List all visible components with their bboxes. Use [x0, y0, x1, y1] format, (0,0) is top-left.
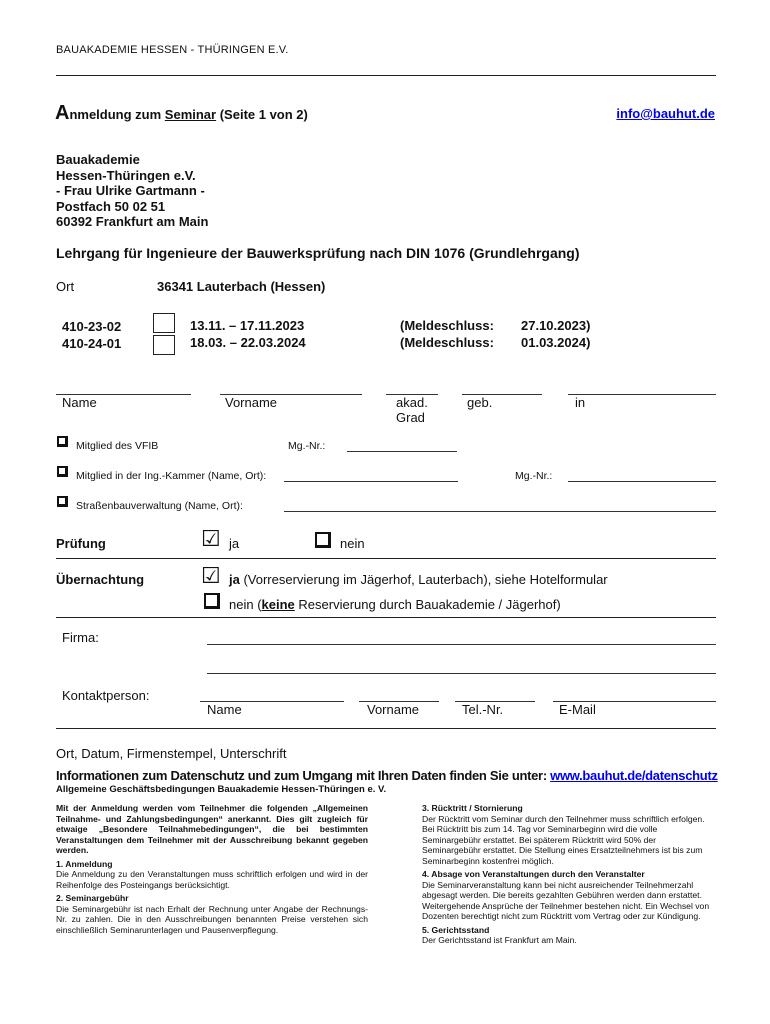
location-value: 36341 Lauterbach (Hessen)	[157, 279, 326, 294]
firma-label: Firma:	[62, 630, 99, 645]
company-divider	[56, 728, 716, 729]
mgnr-label-2: Mg.-Nr.:	[515, 470, 553, 482]
contact-name-label: Name	[207, 702, 242, 717]
terms-t1: Die Anmeldung zu den Veranstaltungen muss schriftlich erfolgen und wird in der Reihenfolge des Posteingangs berücksichtigt.	[56, 869, 368, 890]
terms-t5: Der Gerichtsstand ist Frankfurt am Main.	[422, 935, 577, 945]
course-title: Lehrgang für Ingenieure der Bauwerksprüfung nach DIN 1076 (Grundlehrgang)	[56, 245, 580, 261]
uebernachtung-label: Übernachtung	[56, 572, 145, 587]
terms-h4: 4. Absage von Veranstaltungen durch den Veranstalter	[422, 869, 645, 879]
uebernachtung-yes-label: ja (Vorreservierung im Jägerhof, Lauterbach), siehe Hotelformular	[229, 572, 608, 587]
terms-left-column	[56, 803, 368, 938]
pruefung-divider	[56, 558, 716, 559]
deadline-2: 01.03.2024)	[521, 335, 591, 350]
location-label: Ort	[56, 279, 75, 294]
signature-label: Ort, Datum, Firmenstempel, Unterschrift	[56, 746, 287, 761]
privacy-note: Informationen zum Datenschutz und zum Umgang mit Ihren Daten finden Sie unter: www.bauhut.de/datenschutz	[56, 768, 718, 783]
terms-h2: 2. Seminargebühr	[56, 893, 129, 903]
uebernachtung-no-label: nein (keine Reservierung durch Bauakademie / Jägerhof)	[229, 597, 561, 612]
geb-label: geb.	[467, 395, 493, 410]
mgnr-label-1: Mg.-Nr.:	[288, 440, 326, 452]
terms-t3: Der Rücktritt vom Seminar durch den Teilnehmer muss schriftlich erfolgen. Bei Rücktritt bis zum 14. Tag vor Seminarbeginn wird die volle Seminargebühr erstattet. Bei späterem Rücktritt wird 50% der Seminargebühr erstattet. Die Stellung eines Ersatzteilnehmers ist bis zum Seminarbeginn kostenfrei möglich.	[422, 813, 705, 866]
date-code-2: 410-24-01	[62, 336, 122, 351]
uebernachtung-yes-checkbox[interactable]: ☑	[201, 563, 221, 588]
page-title: Anmeldung zum Seminar (Seite 1 von 2)	[55, 102, 308, 124]
terms-h1: 1. Anmeldung	[56, 858, 113, 869]
firma-line-1[interactable]	[207, 644, 716, 645]
deadline-label-2: (Meldeschluss:	[400, 335, 494, 350]
date-code-1: 410-23-02	[62, 319, 122, 334]
strassen-line[interactable]	[284, 511, 716, 512]
vfib-label: Mitglied des VFIB	[76, 440, 159, 452]
agb-title: Allgemeine Geschäftsbedingungen Bauakademie Hessen-Thüringen e. V.	[56, 784, 387, 795]
kontakt-label: Kontaktperson:	[62, 688, 150, 703]
terms-h5: 5. Gerichtsstand	[422, 924, 490, 935]
in-label: in	[575, 395, 586, 410]
strassen-label: Straßenbauverwaltung (Name, Ort):	[76, 500, 243, 512]
contact-vorname-label: Vorname	[367, 702, 420, 717]
pruefung-no-label: nein	[340, 536, 365, 551]
terms-right-column	[422, 803, 716, 949]
deadline-1: 27.10.2023)	[521, 318, 591, 333]
mgnr-line-1[interactable]	[347, 451, 457, 452]
kammer-label: Mitglied in der Ing.-Kammer (Name, Ort):	[76, 470, 267, 482]
contact-email-label: E-Mail	[559, 702, 596, 717]
vfib-checkbox[interactable]	[57, 436, 68, 447]
terms-intro: Mit der Anmeldung werden vom Teilnehmer die folgenden „Allgemeinen Teilnahme- und Zahlungsbedingungen“ anerkannt. Dies gilt zugleich für etwaige „Besondere Teilnahmebedingungen“, die bei bestimmten Veranstaltungen dem Teilnehmer mit der Ausschreibung bekannt gegeben werden.	[56, 803, 368, 855]
name-label: Name	[62, 395, 97, 410]
mgnr-line-2[interactable]	[568, 481, 716, 482]
terms-t4: Die Seminarveranstaltung kann bei nicht ausreichender Teilnehmerzahl abgesagt werden. Die bereits gezahlten Gebühren werden dann erstattet. Weitergehende Ansprüche der Teilnehmer bestehen nicht. Ein Wechsel von Dozenten berechtigt nicht zum Rücktritt vom Vertrag oder zur Kündigung.	[422, 879, 710, 921]
kammer-checkbox[interactable]	[57, 466, 68, 477]
strassen-checkbox[interactable]	[57, 496, 68, 507]
firma-line-2[interactable]	[207, 673, 716, 674]
terms-t2: Die Seminargebühr ist nach Erhalt der Rechnung unter Angabe der Rechnungs-Nr. zu zahlen. Die in den Ausschreibungen benannten Preise verstehen sich einschließlich Seminarunterlagen und Pausenverpflegung.	[56, 903, 368, 935]
date-checkbox-1[interactable]	[153, 313, 175, 333]
vorname-label: Vorname	[225, 395, 278, 410]
terms-h3: 3. Rücktritt / Stornierung	[422, 803, 523, 813]
email-link[interactable]: info@bauhut.de	[616, 106, 715, 121]
date-range-1: 13.11. – 17.11.2023	[190, 318, 305, 333]
privacy-link[interactable]: www.bauhut.de/datenschutz	[550, 768, 718, 783]
address-block: Bauakademie Hessen-Thüringen e.V. - Frau Ulrike Gartmann - Postfach 50 02 51 60392 Frankfurt am Main	[56, 152, 209, 229]
deadline-label-1: (Meldeschluss:	[400, 318, 494, 333]
pruefung-no-checkbox[interactable]	[315, 532, 331, 548]
header-divider	[56, 75, 716, 76]
date-checkbox-2[interactable]	[153, 335, 175, 355]
org-header: BAUAKADEMIE HESSEN - THÜRINGEN E.V.	[56, 44, 289, 56]
kammer-line[interactable]	[284, 481, 458, 482]
pruefung-yes-checkbox[interactable]: ☑	[201, 526, 221, 551]
uebernachtung-divider	[56, 617, 716, 618]
date-range-2: 18.03. – 22.03.2024	[190, 335, 306, 350]
uebernachtung-no-checkbox[interactable]	[204, 593, 220, 609]
contact-tel-label: Tel.-Nr.	[462, 702, 504, 717]
pruefung-yes-label: ja	[229, 536, 240, 551]
pruefung-label: Prüfung	[56, 536, 106, 551]
akad-grad-label: akad. Grad	[396, 395, 428, 425]
in-line[interactable]	[568, 394, 716, 395]
